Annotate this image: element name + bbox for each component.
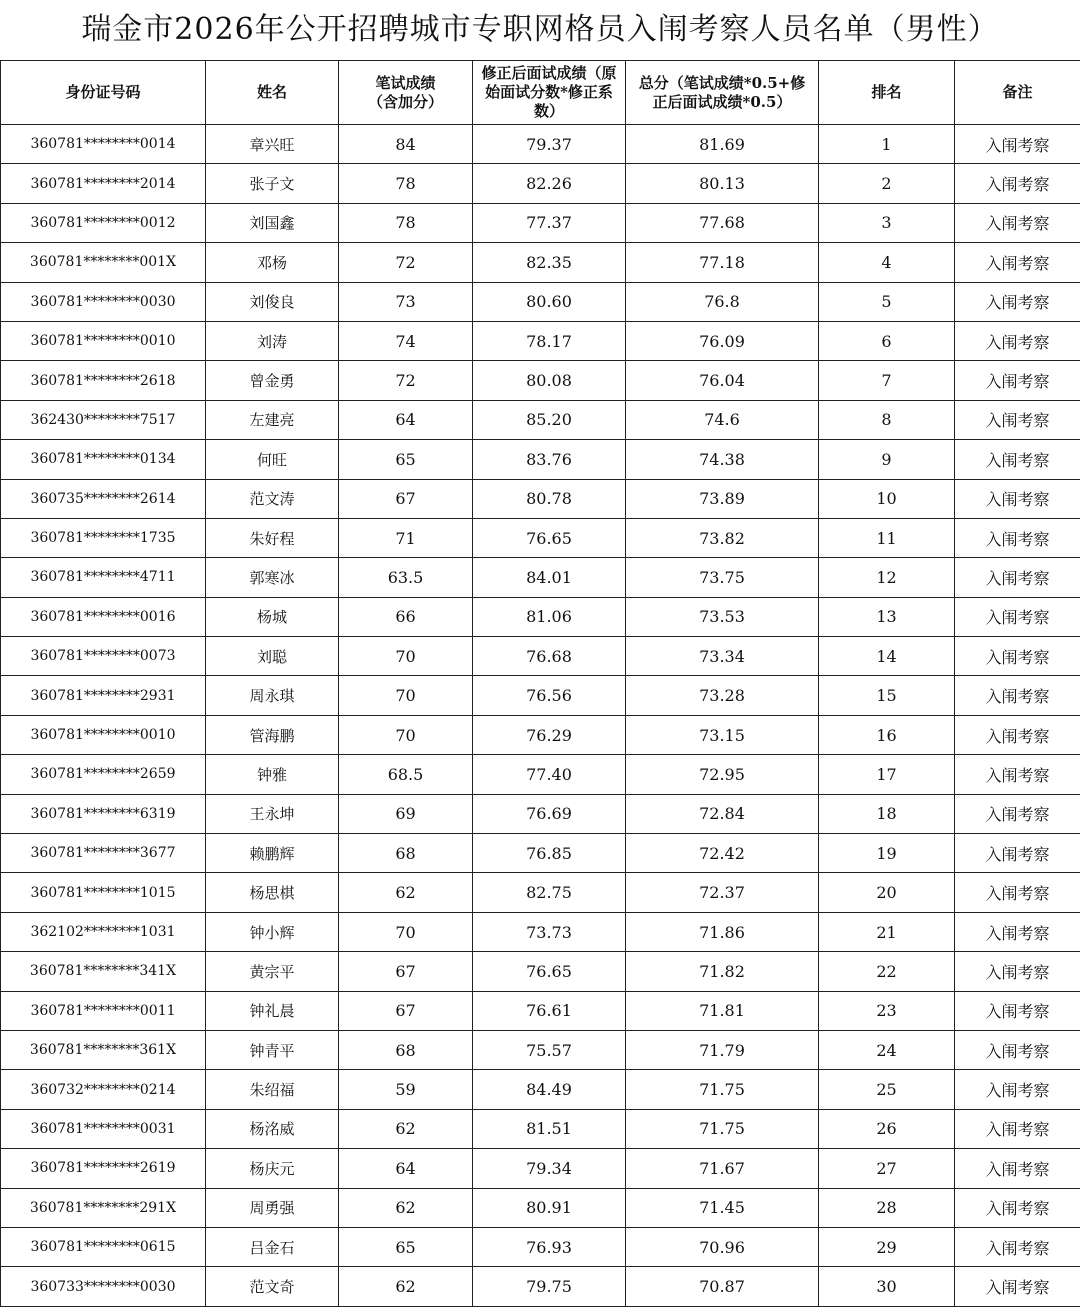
cell-total-score: 76.8 <box>626 282 819 321</box>
cell-note: 入闱考察 <box>955 873 1080 912</box>
table-row <box>1 597 1080 636</box>
cell-id: 360781********291X <box>1 1188 206 1227</box>
cell-id: 362430********7517 <box>1 400 206 439</box>
cell-rank: 8 <box>819 400 955 439</box>
cell-name: 刘俊良 <box>206 282 339 321</box>
cell-total-score: 80.13 <box>626 164 819 203</box>
cell-note: 入闱考察 <box>955 518 1080 557</box>
cell-interview-score: 76.61 <box>473 991 626 1030</box>
cell-id: 360781********0073 <box>1 637 206 676</box>
cell-written-score: 70 <box>339 912 473 951</box>
cell-name: 黄宗平 <box>206 952 339 991</box>
cell-id: 360781********0011 <box>1 991 206 1030</box>
cell-id: 360781********2659 <box>1 755 206 794</box>
cell-written-score: 65 <box>339 1227 473 1266</box>
cell-name: 吕金石 <box>206 1227 339 1266</box>
cell-written-score: 70 <box>339 637 473 676</box>
cell-note: 入闱考察 <box>955 637 1080 676</box>
cell-rank: 14 <box>819 637 955 676</box>
cell-interview-score: 75.57 <box>473 1030 626 1069</box>
cell-written-score: 62 <box>339 873 473 912</box>
cell-note: 入闱考察 <box>955 715 1080 754</box>
cell-id: 362102********1031 <box>1 912 206 951</box>
cell-total-score: 76.09 <box>626 321 819 360</box>
cell-interview-score: 77.40 <box>473 755 626 794</box>
cell-id: 360781********3677 <box>1 834 206 873</box>
cell-rank: 22 <box>819 952 955 991</box>
cell-rank: 11 <box>819 518 955 557</box>
cell-id: 360781********001X <box>1 243 206 282</box>
cell-rank: 5 <box>819 282 955 321</box>
cell-rank: 2 <box>819 164 955 203</box>
header-rank: 排名 <box>819 61 955 125</box>
cell-interview-score: 80.78 <box>473 479 626 518</box>
cell-interview-score: 76.68 <box>473 637 626 676</box>
cell-name: 朱好程 <box>206 518 339 557</box>
table-row <box>1 243 1080 282</box>
cell-rank: 20 <box>819 873 955 912</box>
cell-interview-score: 84.49 <box>473 1070 626 1109</box>
table-row <box>1 637 1080 676</box>
cell-id: 360781********0012 <box>1 203 206 242</box>
cell-interview-score: 80.91 <box>473 1188 626 1227</box>
cell-note: 入闱考察 <box>955 203 1080 242</box>
cell-rank: 23 <box>819 991 955 1030</box>
cell-rank: 21 <box>819 912 955 951</box>
cell-total-score: 76.04 <box>626 361 819 400</box>
table-row <box>1 912 1080 951</box>
cell-name: 管海鹏 <box>206 715 339 754</box>
cell-total-score: 73.75 <box>626 558 819 597</box>
cell-note: 入闱考察 <box>955 1109 1080 1148</box>
cell-total-score: 74.6 <box>626 400 819 439</box>
cell-note: 入闱考察 <box>955 794 1080 833</box>
cell-interview-score: 76.65 <box>473 518 626 557</box>
cell-interview-score: 73.73 <box>473 912 626 951</box>
cell-total-score: 77.18 <box>626 243 819 282</box>
table-row <box>1 518 1080 557</box>
cell-name: 钟青平 <box>206 1030 339 1069</box>
table-row <box>1 1149 1080 1188</box>
cell-id: 360781********2619 <box>1 1149 206 1188</box>
cell-written-score: 65 <box>339 440 473 479</box>
cell-name: 章兴旺 <box>206 125 339 164</box>
cell-rank: 29 <box>819 1227 955 1266</box>
cell-written-score: 62 <box>339 1109 473 1148</box>
cell-name: 范文涛 <box>206 479 339 518</box>
cell-name: 邓杨 <box>206 243 339 282</box>
cell-note: 入闱考察 <box>955 912 1080 951</box>
cell-rank: 4 <box>819 243 955 282</box>
table-row <box>1 203 1080 242</box>
cell-written-score: 63.5 <box>339 558 473 597</box>
table-row <box>1 400 1080 439</box>
cell-interview-score: 77.37 <box>473 203 626 242</box>
cell-total-score: 74.38 <box>626 440 819 479</box>
cell-interview-score: 85.20 <box>473 400 626 439</box>
cell-written-score: 78 <box>339 164 473 203</box>
cell-note: 入闱考察 <box>955 321 1080 360</box>
table-row <box>1 952 1080 991</box>
cell-note: 入闱考察 <box>955 597 1080 636</box>
cell-note: 入闱考察 <box>955 282 1080 321</box>
cell-rank: 3 <box>819 203 955 242</box>
table-row <box>1 321 1080 360</box>
cell-written-score: 64 <box>339 400 473 439</box>
table-row <box>1 1070 1080 1109</box>
cell-name: 左建亮 <box>206 400 339 439</box>
cell-total-score: 71.75 <box>626 1109 819 1148</box>
cell-interview-score: 76.69 <box>473 794 626 833</box>
cell-rank: 24 <box>819 1030 955 1069</box>
cell-rank: 13 <box>819 597 955 636</box>
cell-id: 360781********0016 <box>1 597 206 636</box>
cell-written-score: 70 <box>339 715 473 754</box>
cell-id: 360735********2614 <box>1 479 206 518</box>
cell-interview-score: 84.01 <box>473 558 626 597</box>
cell-name: 钟礼晨 <box>206 991 339 1030</box>
cell-written-score: 62 <box>339 1267 473 1306</box>
cell-id: 360781********0014 <box>1 125 206 164</box>
cell-interview-score: 76.93 <box>473 1227 626 1266</box>
cell-total-score: 70.96 <box>626 1227 819 1266</box>
cell-written-score: 68.5 <box>339 755 473 794</box>
cell-written-score: 71 <box>339 518 473 557</box>
cell-written-score: 67 <box>339 952 473 991</box>
cell-id: 360781********2014 <box>1 164 206 203</box>
cell-total-score: 71.45 <box>626 1188 819 1227</box>
cell-name: 杨洺威 <box>206 1109 339 1148</box>
table-header-row <box>1 61 1080 125</box>
cell-total-score: 81.69 <box>626 125 819 164</box>
cell-note: 入闱考察 <box>955 400 1080 439</box>
cell-interview-score: 76.29 <box>473 715 626 754</box>
cell-note: 入闱考察 <box>955 1188 1080 1227</box>
cell-total-score: 73.53 <box>626 597 819 636</box>
cell-interview-score: 76.65 <box>473 952 626 991</box>
cell-interview-score: 83.76 <box>473 440 626 479</box>
table-row <box>1 558 1080 597</box>
cell-name: 周勇强 <box>206 1188 339 1227</box>
cell-written-score: 68 <box>339 1030 473 1069</box>
header-interview-score: 修正后面试成绩（原始面试分数*修正系数） <box>473 61 626 125</box>
cell-total-score: 71.86 <box>626 912 819 951</box>
cell-note: 入闱考察 <box>955 1030 1080 1069</box>
cell-name: 曾金勇 <box>206 361 339 400</box>
cell-rank: 18 <box>819 794 955 833</box>
cell-rank: 28 <box>819 1188 955 1227</box>
cell-name: 周永琪 <box>206 676 339 715</box>
cell-total-score: 73.28 <box>626 676 819 715</box>
header-total-score: 总分（笔试成绩*0.5+修正后面试成绩*0.5） <box>626 61 819 125</box>
cell-id: 360781********2931 <box>1 676 206 715</box>
table-row <box>1 991 1080 1030</box>
header-id: 身份证号码 <box>1 61 206 125</box>
cell-note: 入闱考察 <box>955 755 1080 794</box>
cell-note: 入闱考察 <box>955 1070 1080 1109</box>
cell-note: 入闱考察 <box>955 125 1080 164</box>
cell-note: 入闱考察 <box>955 558 1080 597</box>
cell-name: 钟小辉 <box>206 912 339 951</box>
cell-name: 杨思棋 <box>206 873 339 912</box>
table-row <box>1 440 1080 479</box>
cell-written-score: 74 <box>339 321 473 360</box>
cell-id: 360781********0030 <box>1 282 206 321</box>
cell-name: 张子文 <box>206 164 339 203</box>
cell-id: 360781********6319 <box>1 794 206 833</box>
table-row <box>1 834 1080 873</box>
cell-note: 入闱考察 <box>955 1267 1080 1306</box>
cell-rank: 26 <box>819 1109 955 1148</box>
table-row <box>1 755 1080 794</box>
cell-rank: 16 <box>819 715 955 754</box>
table-row <box>1 125 1080 164</box>
table-row <box>1 1030 1080 1069</box>
cell-name: 朱绍福 <box>206 1070 339 1109</box>
cell-id: 360781********2618 <box>1 361 206 400</box>
cell-name: 刘国鑫 <box>206 203 339 242</box>
cell-note: 入闱考察 <box>955 991 1080 1030</box>
cell-written-score: 73 <box>339 282 473 321</box>
cell-id: 360781********0615 <box>1 1227 206 1266</box>
cell-total-score: 71.79 <box>626 1030 819 1069</box>
cell-total-score: 72.37 <box>626 873 819 912</box>
cell-written-score: 72 <box>339 361 473 400</box>
cell-interview-score: 76.56 <box>473 676 626 715</box>
cell-note: 入闱考察 <box>955 243 1080 282</box>
cell-written-score: 64 <box>339 1149 473 1188</box>
cell-interview-score: 81.51 <box>473 1109 626 1148</box>
cell-id: 360733********0030 <box>1 1267 206 1306</box>
cell-rank: 7 <box>819 361 955 400</box>
table-row <box>1 282 1080 321</box>
cell-interview-score: 82.75 <box>473 873 626 912</box>
cell-id: 360781********341X <box>1 952 206 991</box>
header-name: 姓名 <box>206 61 339 125</box>
cell-name: 钟雅 <box>206 755 339 794</box>
table-row <box>1 479 1080 518</box>
cell-rank: 30 <box>819 1267 955 1306</box>
cell-id: 360781********0010 <box>1 715 206 754</box>
cell-note: 入闱考察 <box>955 440 1080 479</box>
cell-rank: 6 <box>819 321 955 360</box>
cell-note: 入闱考察 <box>955 361 1080 400</box>
table-row <box>1 794 1080 833</box>
candidate-table <box>0 60 1080 1307</box>
cell-total-score: 73.34 <box>626 637 819 676</box>
table-row <box>1 715 1080 754</box>
table-row <box>1 873 1080 912</box>
cell-interview-score: 79.37 <box>473 125 626 164</box>
cell-total-score: 73.15 <box>626 715 819 754</box>
cell-id: 360781********0010 <box>1 321 206 360</box>
cell-note: 入闱考察 <box>955 676 1080 715</box>
cell-name: 范文奇 <box>206 1267 339 1306</box>
cell-rank: 10 <box>819 479 955 518</box>
cell-total-score: 73.82 <box>626 518 819 557</box>
cell-written-score: 59 <box>339 1070 473 1109</box>
cell-note: 入闱考察 <box>955 479 1080 518</box>
cell-id: 360732********0214 <box>1 1070 206 1109</box>
cell-total-score: 71.82 <box>626 952 819 991</box>
cell-total-score: 72.84 <box>626 794 819 833</box>
cell-id: 360781********4711 <box>1 558 206 597</box>
table-row <box>1 164 1080 203</box>
cell-interview-score: 78.17 <box>473 321 626 360</box>
cell-written-score: 62 <box>339 1188 473 1227</box>
cell-written-score: 84 <box>339 125 473 164</box>
header-written-score: 笔试成绩（含加分） <box>339 61 473 125</box>
header-note: 备注 <box>955 61 1080 125</box>
cell-total-score: 71.67 <box>626 1149 819 1188</box>
cell-id: 360781********0031 <box>1 1109 206 1148</box>
cell-written-score: 67 <box>339 991 473 1030</box>
cell-interview-score: 79.75 <box>473 1267 626 1306</box>
cell-written-score: 72 <box>339 243 473 282</box>
cell-name: 刘聪 <box>206 637 339 676</box>
cell-name: 赖鹏辉 <box>206 834 339 873</box>
cell-written-score: 67 <box>339 479 473 518</box>
cell-rank: 1 <box>819 125 955 164</box>
table-row <box>1 676 1080 715</box>
cell-rank: 12 <box>819 558 955 597</box>
cell-rank: 15 <box>819 676 955 715</box>
cell-name: 杨庆元 <box>206 1149 339 1188</box>
cell-note: 入闱考察 <box>955 164 1080 203</box>
cell-note: 入闱考察 <box>955 1149 1080 1188</box>
cell-note: 入闱考察 <box>955 952 1080 991</box>
cell-note: 入闱考察 <box>955 1227 1080 1266</box>
cell-name: 何旺 <box>206 440 339 479</box>
cell-interview-score: 82.35 <box>473 243 626 282</box>
cell-total-score: 73.89 <box>626 479 819 518</box>
cell-interview-score: 80.08 <box>473 361 626 400</box>
cell-rank: 27 <box>819 1149 955 1188</box>
table-row <box>1 1188 1080 1227</box>
cell-rank: 25 <box>819 1070 955 1109</box>
cell-id: 360781********0134 <box>1 440 206 479</box>
cell-total-score: 71.81 <box>626 991 819 1030</box>
cell-written-score: 68 <box>339 834 473 873</box>
cell-interview-score: 80.60 <box>473 282 626 321</box>
cell-rank: 19 <box>819 834 955 873</box>
cell-interview-score: 82.26 <box>473 164 626 203</box>
page-title: 瑞金市2026年公开招聘城市专职网格员入闱考察人员名单（男性） <box>81 12 999 47</box>
cell-total-score: 70.87 <box>626 1267 819 1306</box>
table-row <box>1 1109 1080 1148</box>
cell-rank: 17 <box>819 755 955 794</box>
cell-interview-score: 76.85 <box>473 834 626 873</box>
cell-id: 360781********1735 <box>1 518 206 557</box>
cell-id: 360781********1015 <box>1 873 206 912</box>
cell-total-score: 72.42 <box>626 834 819 873</box>
table-row <box>1 1267 1080 1306</box>
table-row <box>1 1227 1080 1266</box>
cell-total-score: 72.95 <box>626 755 819 794</box>
table-row <box>1 361 1080 400</box>
cell-written-score: 78 <box>339 203 473 242</box>
cell-name: 刘涛 <box>206 321 339 360</box>
cell-name: 郭寒冰 <box>206 558 339 597</box>
cell-written-score: 66 <box>339 597 473 636</box>
cell-written-score: 70 <box>339 676 473 715</box>
cell-rank: 9 <box>819 440 955 479</box>
cell-interview-score: 79.34 <box>473 1149 626 1188</box>
cell-interview-score: 81.06 <box>473 597 626 636</box>
cell-total-score: 71.75 <box>626 1070 819 1109</box>
cell-id: 360781********361X <box>1 1030 206 1069</box>
cell-note: 入闱考察 <box>955 834 1080 873</box>
cell-name: 杨城 <box>206 597 339 636</box>
cell-written-score: 69 <box>339 794 473 833</box>
cell-name: 王永坤 <box>206 794 339 833</box>
cell-total-score: 77.68 <box>626 203 819 242</box>
